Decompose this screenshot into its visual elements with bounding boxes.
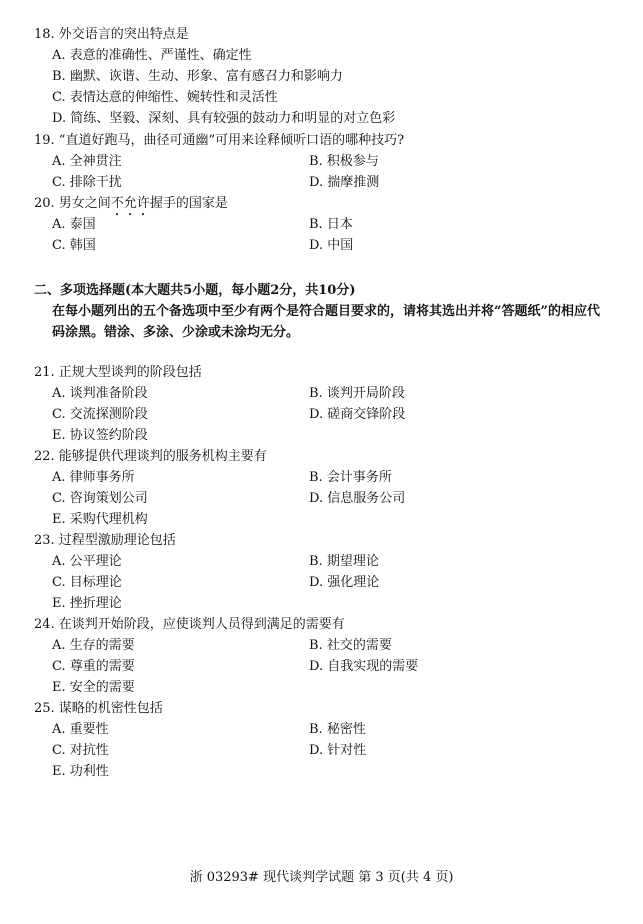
question-18-option-d: D. 简练、坚毅、深刻、具有较强的鼓动力和明显的对立色彩 [52,111,396,126]
question-24 [34,614,566,698]
question-22-option-b: B. 会计事务所 [309,470,392,485]
question-23-option-c: C. 目标理论 [52,575,122,590]
question-21-option-d: D. 磋商交锋阶段 [309,407,406,422]
question-23-options [34,551,566,614]
question-19-option-d: D. 揣摩推测 [309,175,380,190]
question-21-option-a: A. 谈判准备阶段 [52,386,148,401]
question-24-option-b: B. 社交的需要 [309,638,392,653]
question-23-option-a: A. 公平理论 [52,554,122,569]
question-18 [34,24,395,129]
question-25-stem: 25. 谋略的机密性包括 [34,701,163,716]
question-20-options [34,214,566,256]
section-2-title: 二、多项选择题(本大题共5小题，每小题2分，共10分) [34,283,356,298]
question-25-options [34,719,566,782]
question-23-option-b: B. 期望理论 [309,554,379,569]
question-23-option-e: E. 挫折理论 [52,596,122,611]
question-24-stem: 24. 在谈判开始阶段，应使谈判人员得到满足的需要有 [34,617,345,632]
question-19-option-b: B. 积极参与 [309,154,379,169]
question-19 [34,130,566,193]
question-25-option-b: B. 秘密性 [309,722,366,737]
question-21-option-b: B. 谈判开局阶段 [309,386,405,401]
question-21-options [34,383,566,446]
question-25 [34,698,566,782]
question-19-options [34,151,566,193]
question-19-stem: 19. “直道好跑马，曲径可通幽”可用来诠释倾听口语的哪种技巧? [34,133,405,148]
question-24-option-c: C. 尊重的需要 [52,659,135,674]
question-23-option-d: D. 强化理论 [309,575,380,590]
page-footer: 浙 03293# 现代谈判学试题 第 3 页(共 4 页) [189,870,454,885]
question-22-option-c: C. 咨询策划公司 [52,491,148,506]
question-21-option-c: C. 交流探测阶段 [52,407,148,422]
question-18-option-a: A. 表意的准确性、严谨性、确定性 [52,48,252,63]
question-24-option-a: A. 生存的需要 [52,638,135,653]
question-20-option-b: B. 日本 [309,217,353,232]
section-2-instructions: 在每小题列出的五个备选项中至少有两个是符合题目要求的，请将其选出并将“答题纸”的相应代码涂黑。错涂、多涂、少涂或未涂均无分。 [52,304,600,340]
question-24-option-d: D. 自我实现的需要 [309,659,419,674]
question-21 [34,362,566,446]
question-25-option-e: E. 功利性 [52,764,109,779]
question-18-option-c: C. 表情达意的伸缩性、婉转性和灵活性 [52,90,278,105]
question-18-stem: 18. 外交语言的突出特点是 [34,27,189,42]
question-20 [34,193,566,256]
question-24-option-e: E. 安全的需要 [52,680,135,695]
question-25-option-d: D. 针对性 [309,743,367,758]
question-24-options [34,635,566,698]
question-20-option-d: D. 中国 [309,238,354,253]
question-18-options [34,45,395,129]
question-21-stem: 21. 正规大型谈判的阶段包括 [34,365,202,380]
question-22 [34,446,566,530]
question-21-option-e: E. 协议签约阶段 [52,428,148,443]
question-20-option-c: C. 韩国 [52,238,96,253]
question-22-options [34,467,566,530]
question-18-option-b: B. 幽默、诙谐、生动、形象、富有感召力和影响力 [52,69,343,84]
question-23 [34,530,566,614]
question-22-option-e: E. 采购代理机构 [52,512,148,527]
question-20-stem: 20. 男女之间不允许握手的国家是 [34,196,228,211]
question-22-option-a: A. 律师事务所 [52,470,135,485]
question-23-stem: 23. 过程型激励理论包括 [34,533,176,548]
question-19-option-c: C. 排除干扰 [52,175,122,190]
question-22-stem: 22. 能够提供代理谈判的服务机构主要有 [34,449,267,464]
question-19-option-a: A. 全神贯注 [52,154,122,169]
question-25-option-a: A. 重要性 [52,722,109,737]
emphasized-text: 不允许 [110,196,150,211]
question-20-option-a: A. 泰国 [52,217,96,232]
question-25-option-c: C. 对抗性 [52,743,109,758]
question-22-option-d: D. 信息服务公司 [309,491,406,506]
